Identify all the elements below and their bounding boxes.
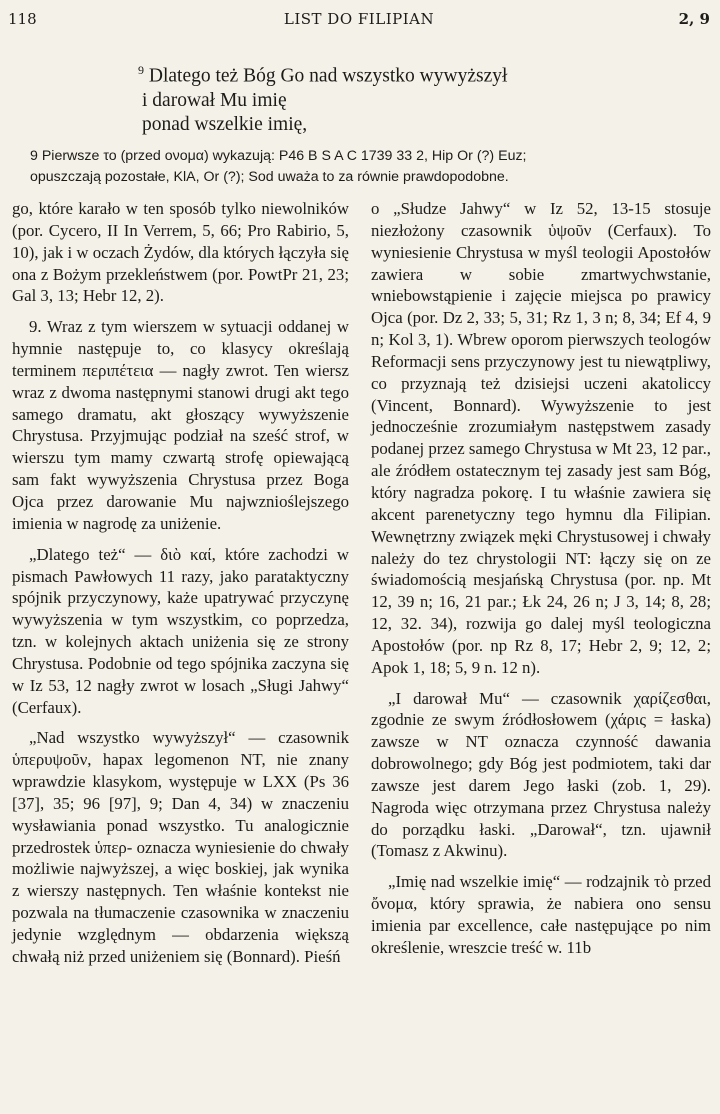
paragraph: „Dlatego też“ — διὸ καί, które zachodzi w pismach Pawłowych 11 razy, jako parataktyczny spójnik przyczynowy, każe upatrywać przyczynę wywyższenia w tym wszystkim, co poprzedza, tzn. w kolejnych aktach uniżenia się ze strony Chrystusa. Podobnie od tego spójnika zaczyna się w Iz 53, 12 nagły zwrot w losach „Sługi Jahwy“ (Cerfaux). xyxy=(12,544,349,717)
paragraph: 9. Wraz z tym wierszem w sytuacji oddanej w hymnie następuje to, co klasycy określają terminem περιπέτεια — nagły zwrot. Ten wiersz wraz z dwoma następnymi stanowi drugi akt tego samego dramatu, akt głoszący wywyższenie Chrystusa. Przyjmując podział na sześć strof, w wierszu tym mamy czwartą strofę opiewającą sam fakt wywyższenia Chrystusa przez Boga Ojca przez darowanie Mu najwznioślejszego imienia w nagrodę za uniżenie. xyxy=(12,317,349,533)
textual-apparatus-note xyxy=(30,146,710,188)
verse-line-2: i darował Mu imię xyxy=(142,89,287,111)
paragraph: „Imię nad wszelkie imię“ — rodzajnik τὸ przed ὄνομα, który sprawia, że nabiera ono sensu imienia par excellence, całe następujące po nim określenie, wreszcie treść w. 11b xyxy=(371,872,711,957)
note-line-1: 9 Pierwsze το (przed ονομα) wykazują: P46 B S A C 1739 33 2, Hip Or (?) Euz; xyxy=(30,148,527,164)
verse-line-1: Dlatego też Bóg Go nad wszystko wywyższył xyxy=(148,65,508,87)
verse-text xyxy=(138,58,658,137)
paragraph: „Nad wszystko wywyższył“ — czasownik ὑπερυψοῦν, hapax legomenon NT, nie znany wprawdzie klasykom, występuje w LXX (Ps 36 [37], 35; 96 [97], 9; Dan 4, 34) w znaczeniu wysławiania ponad wszystko. Tu analogicznie przedrostek ὑπερ- oznacza wyniesienie do chwały możliwie najwyższej, a więc boskiej, jak wynika z wierszy następnych. Ten właśnie kontekst nie pozwala na tłumaczenie czasownika w znaczeniu jedynie względnym — obdarzenia większą chwałą niż przed uniżeniem się (Bonnard). Pieśń xyxy=(12,728,349,966)
verse-line-3: ponad wszelkie imię, xyxy=(142,113,308,135)
commentary-right-column xyxy=(371,198,711,959)
commentary-left-column xyxy=(12,198,349,968)
running-title: LIST DO FILIPIAN xyxy=(283,10,435,28)
chapter-verse-reference: 2, 9 xyxy=(678,10,710,28)
paragraph: „I darował Mu“ — czasownik χαρίζεσθαι, zgodnie ze swym źródłosłowem (χάρις = łaska) zawsze w NT oznacza czynność dawania dobrowolnego; gdy Bóg jest podmiotem, taki dar zawsze jest darem Jego łaski (zob. 1, 29). Nagroda więc otrzymana przez Chrystusa należy do porządku łaski. „Darował“, tzn. ujawnił (Tomasz z Akwinu). xyxy=(371,688,711,861)
note-line-2: opuszczają pozostałe, KlA, Or (?); Sod uważa to za równie prawdopodobne. xyxy=(30,169,509,185)
paragraph: o „Słudze Jahwy“ w Iz 52, 13-15 stosuje niezłożony czasownik ὑψοῦν (Cerfaux). To wyniesienie Chrystusa w myśl teologii Apostołów zawiera w sobie zmartwychwstanie, wniebowstąpienie i zajęcie miejsca po prawicy Ojca (por. Dz 2, 33; 5, 31; Rz 1, 3 n; 8, 34; Ef 4, 9 n; Kol 3, 1). Wbrew oporom pierwszych teologów Reformacji sens przyczynowy jest tu niewątpliwy, co przyznają też dzisiejsi uczeni akatoliccy (Vincent, Bonnard). Wywyższenie to jest jednocześnie zrozumiałym następstwem zasady podanej przez samego Chrystusa w Mt 23, 12 par., ale źródłem ostatecznym tej zasady jest sam Bóg, który nagradza pokorę. I tu właśnie zawiera się akcent parenetyczny tego hymnu dla Filipian. Wewnętrzny związek męki Chrystusowej i chwały należy do tez chrystologii NT: łączy się on ze świadomością mesjańską Chrystusa (por. np. Mt 12, 39 n; 16, 21 par.; Łk 24, 26 n; J 3, 14; 8, 28; 12, 32. 34), rozwija go dalej myśl teologiczna Apostołów (por. np Rz 8, 17; Hebr 2, 9; 12, 2; Apok 1, 18; 5, 9 n. 12 n). xyxy=(371,199,711,677)
verse-number: 9 xyxy=(138,63,144,77)
paragraph: go, które karało w ten sposób tylko niewolników (por. Cycero, II In Verrem, 5, 66; Pro Rabirio, 5, 10), jak i w oczach Żydów, dla których łączyła się ona z Bożym przekleństwem (por. PowtPr 21, 23; Gal 3, 13; Hebr 12, 2). xyxy=(12,199,349,306)
page-number: 118 xyxy=(8,10,37,28)
running-header xyxy=(8,10,710,34)
